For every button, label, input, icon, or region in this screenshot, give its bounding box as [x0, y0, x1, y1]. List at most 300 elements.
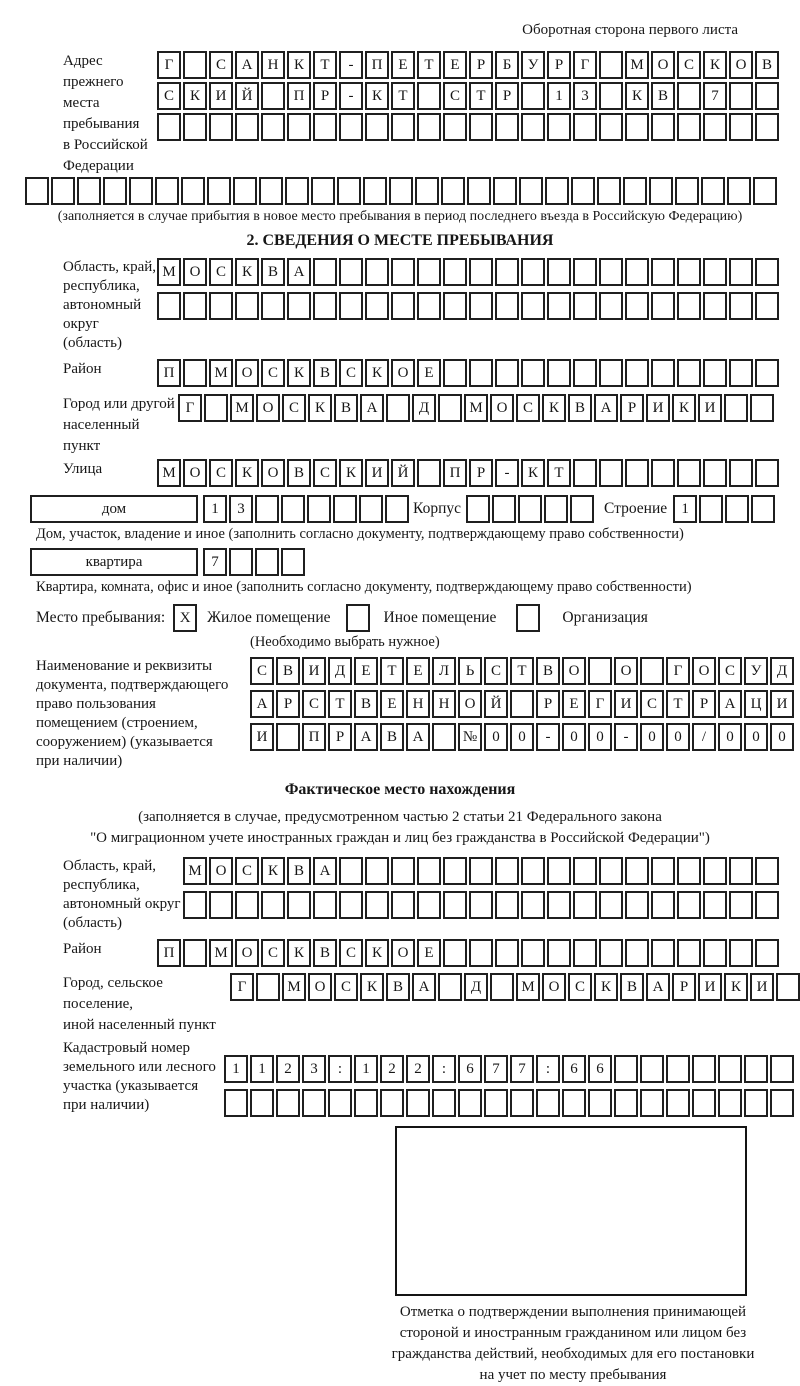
- char-box[interactable]: [599, 359, 623, 387]
- char-box[interactable]: [183, 359, 207, 387]
- char-box[interactable]: Р: [536, 690, 560, 718]
- char-box[interactable]: Й: [391, 459, 415, 487]
- char-box[interactable]: [625, 939, 649, 967]
- char-box[interactable]: №: [458, 723, 482, 751]
- char-box[interactable]: [573, 939, 597, 967]
- char-box[interactable]: [328, 1089, 352, 1117]
- char-box[interactable]: [490, 973, 514, 1001]
- char-box[interactable]: [443, 258, 467, 286]
- char-box[interactable]: Е: [443, 51, 467, 79]
- char-box[interactable]: 7: [703, 82, 727, 110]
- char-box[interactable]: [675, 177, 699, 205]
- char-box[interactable]: 0: [666, 723, 690, 751]
- char-box[interactable]: [469, 857, 493, 885]
- char-box[interactable]: М: [209, 359, 233, 387]
- char-box[interactable]: Р: [469, 459, 493, 487]
- char-box[interactable]: -: [495, 459, 519, 487]
- char-box[interactable]: [599, 292, 623, 320]
- char-box[interactable]: [510, 690, 534, 718]
- char-box[interactable]: О: [235, 359, 259, 387]
- char-box[interactable]: [718, 1055, 742, 1083]
- char-box[interactable]: [495, 891, 519, 919]
- char-box[interactable]: [339, 857, 363, 885]
- char-box[interactable]: -: [339, 51, 363, 79]
- char-box[interactable]: 0: [640, 723, 664, 751]
- char-box[interactable]: [307, 495, 331, 523]
- char-box[interactable]: [417, 857, 441, 885]
- char-box[interactable]: А: [406, 723, 430, 751]
- char-box[interactable]: [623, 177, 647, 205]
- char-box[interactable]: [640, 1089, 664, 1117]
- char-box[interactable]: [354, 1089, 378, 1117]
- char-box[interactable]: А: [287, 258, 311, 286]
- char-box[interactable]: [750, 394, 774, 422]
- char-box[interactable]: И: [646, 394, 670, 422]
- char-box[interactable]: [755, 258, 779, 286]
- char-box[interactable]: В: [755, 51, 779, 79]
- char-box[interactable]: Е: [406, 657, 430, 685]
- char-box[interactable]: [250, 1089, 274, 1117]
- char-box[interactable]: [391, 857, 415, 885]
- char-box[interactable]: К: [261, 857, 285, 885]
- char-box[interactable]: С: [334, 973, 358, 1001]
- char-box[interactable]: И: [209, 82, 233, 110]
- char-box[interactable]: [699, 495, 723, 523]
- char-box[interactable]: П: [302, 723, 326, 751]
- char-box[interactable]: 0: [510, 723, 534, 751]
- char-box[interactable]: [521, 939, 545, 967]
- char-box[interactable]: [640, 1055, 664, 1083]
- char-box[interactable]: [651, 459, 675, 487]
- char-box[interactable]: [287, 891, 311, 919]
- char-box[interactable]: [692, 1055, 716, 1083]
- char-box[interactable]: [287, 113, 311, 141]
- char-box[interactable]: [458, 1089, 482, 1117]
- char-box[interactable]: [495, 857, 519, 885]
- char-box[interactable]: 1: [203, 495, 227, 523]
- char-box[interactable]: [438, 973, 462, 1001]
- char-box[interactable]: [495, 939, 519, 967]
- char-box[interactable]: [417, 292, 441, 320]
- char-box[interactable]: С: [718, 657, 742, 685]
- char-box[interactable]: 6: [588, 1055, 612, 1083]
- char-box[interactable]: С: [209, 258, 233, 286]
- char-box[interactable]: И: [698, 394, 722, 422]
- char-box[interactable]: [333, 495, 357, 523]
- char-box[interactable]: А: [594, 394, 618, 422]
- char-box[interactable]: А: [718, 690, 742, 718]
- char-box[interactable]: [493, 177, 517, 205]
- char-box[interactable]: [718, 1089, 742, 1117]
- char-box[interactable]: [599, 258, 623, 286]
- char-box[interactable]: [276, 1089, 300, 1117]
- char-box[interactable]: [547, 939, 571, 967]
- char-box[interactable]: [235, 292, 259, 320]
- char-box[interactable]: [183, 113, 207, 141]
- char-box[interactable]: [547, 258, 571, 286]
- char-box[interactable]: П: [443, 459, 467, 487]
- char-box[interactable]: 7: [203, 548, 227, 576]
- char-box[interactable]: [651, 258, 675, 286]
- char-box[interactable]: [443, 857, 467, 885]
- char-box[interactable]: Н: [432, 690, 456, 718]
- char-box[interactable]: [521, 292, 545, 320]
- char-box[interactable]: [495, 113, 519, 141]
- char-box[interactable]: [599, 891, 623, 919]
- char-box[interactable]: М: [157, 258, 181, 286]
- char-box[interactable]: А: [235, 51, 259, 79]
- char-box[interactable]: П: [365, 51, 389, 79]
- char-box[interactable]: М: [464, 394, 488, 422]
- char-box[interactable]: [339, 258, 363, 286]
- char-box[interactable]: С: [313, 459, 337, 487]
- char-box[interactable]: 6: [458, 1055, 482, 1083]
- char-box[interactable]: Т: [391, 82, 415, 110]
- char-box[interactable]: И: [250, 723, 274, 751]
- char-box[interactable]: В: [334, 394, 358, 422]
- char-box[interactable]: [313, 113, 337, 141]
- char-box[interactable]: [417, 459, 441, 487]
- char-box[interactable]: [599, 857, 623, 885]
- char-box[interactable]: 0: [562, 723, 586, 751]
- char-box[interactable]: [495, 359, 519, 387]
- char-box[interactable]: 6: [562, 1055, 586, 1083]
- char-box[interactable]: [103, 177, 127, 205]
- char-box[interactable]: [521, 82, 545, 110]
- char-box[interactable]: С: [235, 857, 259, 885]
- char-box[interactable]: В: [620, 973, 644, 1001]
- char-box[interactable]: [359, 495, 383, 523]
- char-box[interactable]: М: [516, 973, 540, 1001]
- char-box[interactable]: Ц: [744, 690, 768, 718]
- char-box[interactable]: У: [521, 51, 545, 79]
- char-box[interactable]: А: [412, 973, 436, 1001]
- char-box[interactable]: О: [490, 394, 514, 422]
- char-box[interactable]: В: [313, 359, 337, 387]
- char-box[interactable]: Г: [157, 51, 181, 79]
- char-box[interactable]: О: [261, 459, 285, 487]
- char-box[interactable]: [337, 177, 361, 205]
- char-box[interactable]: К: [521, 459, 545, 487]
- char-box[interactable]: 3: [229, 495, 253, 523]
- char-box[interactable]: У: [744, 657, 768, 685]
- char-box[interactable]: М: [183, 857, 207, 885]
- char-box[interactable]: [703, 939, 727, 967]
- char-box[interactable]: [363, 177, 387, 205]
- char-box[interactable]: [755, 939, 779, 967]
- char-box[interactable]: [770, 1089, 794, 1117]
- char-box[interactable]: [677, 459, 701, 487]
- char-box[interactable]: С: [250, 657, 274, 685]
- char-box[interactable]: -: [614, 723, 638, 751]
- char-box[interactable]: С: [516, 394, 540, 422]
- char-box[interactable]: [510, 1089, 534, 1117]
- char-box[interactable]: А: [313, 857, 337, 885]
- char-box[interactable]: [666, 1089, 690, 1117]
- char-box[interactable]: [417, 113, 441, 141]
- char-box[interactable]: [729, 939, 753, 967]
- char-box[interactable]: К: [360, 973, 384, 1001]
- char-box[interactable]: [235, 891, 259, 919]
- char-box[interactable]: [547, 113, 571, 141]
- char-box[interactable]: А: [354, 723, 378, 751]
- char-box[interactable]: [51, 177, 75, 205]
- char-box[interactable]: [625, 292, 649, 320]
- char-box[interactable]: М: [625, 51, 649, 79]
- char-box[interactable]: [651, 113, 675, 141]
- char-box[interactable]: [599, 51, 623, 79]
- char-box[interactable]: [536, 1089, 560, 1117]
- char-box[interactable]: С: [568, 973, 592, 1001]
- char-box[interactable]: [255, 548, 279, 576]
- char-box[interactable]: Т: [469, 82, 493, 110]
- char-box[interactable]: [302, 1089, 326, 1117]
- char-box[interactable]: [545, 177, 569, 205]
- char-box[interactable]: [701, 177, 725, 205]
- char-box[interactable]: [755, 359, 779, 387]
- char-box[interactable]: [562, 1089, 586, 1117]
- char-box[interactable]: К: [724, 973, 748, 1001]
- char-box[interactable]: К: [365, 939, 389, 967]
- char-box[interactable]: [547, 857, 571, 885]
- char-box[interactable]: Д: [770, 657, 794, 685]
- char-box[interactable]: О: [256, 394, 280, 422]
- char-box[interactable]: О: [651, 51, 675, 79]
- char-box[interactable]: [313, 891, 337, 919]
- char-box[interactable]: В: [313, 939, 337, 967]
- char-box[interactable]: [443, 113, 467, 141]
- char-box[interactable]: [614, 1089, 638, 1117]
- char-box[interactable]: К: [339, 459, 363, 487]
- char-box[interactable]: [724, 394, 748, 422]
- char-box[interactable]: [183, 51, 207, 79]
- char-box[interactable]: [311, 177, 335, 205]
- char-box[interactable]: [703, 113, 727, 141]
- char-box[interactable]: [209, 891, 233, 919]
- char-box[interactable]: [729, 292, 753, 320]
- char-box[interactable]: [570, 495, 594, 523]
- char-box[interactable]: [259, 177, 283, 205]
- char-box[interactable]: [391, 258, 415, 286]
- char-box[interactable]: /: [692, 723, 716, 751]
- char-box[interactable]: К: [183, 82, 207, 110]
- char-box[interactable]: [727, 177, 751, 205]
- char-box[interactable]: [729, 459, 753, 487]
- char-box[interactable]: [183, 939, 207, 967]
- char-box[interactable]: [469, 258, 493, 286]
- char-box[interactable]: [625, 258, 649, 286]
- char-box[interactable]: [729, 857, 753, 885]
- char-box[interactable]: С: [339, 939, 363, 967]
- char-box[interactable]: -: [536, 723, 560, 751]
- char-box[interactable]: [521, 857, 545, 885]
- char-box[interactable]: [155, 177, 179, 205]
- char-box[interactable]: П: [157, 939, 181, 967]
- char-box[interactable]: О: [391, 359, 415, 387]
- char-box[interactable]: [386, 394, 410, 422]
- char-box[interactable]: [729, 891, 753, 919]
- char-box[interactable]: [677, 113, 701, 141]
- char-box[interactable]: [703, 459, 727, 487]
- char-box[interactable]: [209, 292, 233, 320]
- char-box[interactable]: [183, 891, 207, 919]
- char-box[interactable]: [599, 113, 623, 141]
- char-box[interactable]: [521, 359, 545, 387]
- char-box[interactable]: М: [157, 459, 181, 487]
- char-box[interactable]: [751, 495, 775, 523]
- char-box[interactable]: [651, 359, 675, 387]
- char-box[interactable]: [640, 657, 664, 685]
- char-box[interactable]: [519, 177, 543, 205]
- char-box[interactable]: [207, 177, 231, 205]
- char-box[interactable]: [233, 177, 257, 205]
- char-box[interactable]: [417, 82, 441, 110]
- char-box[interactable]: [703, 292, 727, 320]
- char-box[interactable]: [521, 891, 545, 919]
- char-box[interactable]: [204, 394, 228, 422]
- char-box[interactable]: [677, 82, 701, 110]
- char-box[interactable]: [495, 258, 519, 286]
- char-box[interactable]: И: [302, 657, 326, 685]
- char-box[interactable]: И: [614, 690, 638, 718]
- char-box[interactable]: [77, 177, 101, 205]
- char-box[interactable]: [677, 939, 701, 967]
- char-box[interactable]: [753, 177, 777, 205]
- char-box[interactable]: [571, 177, 595, 205]
- char-box[interactable]: [755, 857, 779, 885]
- char-box[interactable]: М: [282, 973, 306, 1001]
- char-box[interactable]: :: [328, 1055, 352, 1083]
- char-box[interactable]: [599, 939, 623, 967]
- char-box[interactable]: Г: [573, 51, 597, 79]
- char-box[interactable]: С: [302, 690, 326, 718]
- char-box[interactable]: [261, 113, 285, 141]
- char-box[interactable]: [588, 657, 612, 685]
- char-box[interactable]: О: [183, 258, 207, 286]
- char-box[interactable]: Ь: [458, 657, 482, 685]
- char-box[interactable]: [521, 113, 545, 141]
- char-box[interactable]: К: [365, 359, 389, 387]
- char-box[interactable]: [651, 292, 675, 320]
- char-box[interactable]: [599, 82, 623, 110]
- char-box[interactable]: Р: [495, 82, 519, 110]
- char-box[interactable]: 7: [484, 1055, 508, 1083]
- char-box[interactable]: [391, 292, 415, 320]
- char-box[interactable]: [365, 857, 389, 885]
- char-box[interactable]: К: [365, 82, 389, 110]
- char-box[interactable]: 0: [770, 723, 794, 751]
- char-box[interactable]: [588, 1089, 612, 1117]
- char-box[interactable]: С: [209, 51, 233, 79]
- char-box[interactable]: К: [287, 939, 311, 967]
- char-box[interactable]: [157, 292, 181, 320]
- char-box[interactable]: [417, 258, 441, 286]
- char-box[interactable]: [365, 891, 389, 919]
- char-box[interactable]: Т: [666, 690, 690, 718]
- char-box[interactable]: [229, 548, 253, 576]
- char-box[interactable]: [703, 258, 727, 286]
- char-box[interactable]: [224, 1089, 248, 1117]
- char-box[interactable]: С: [261, 359, 285, 387]
- char-box[interactable]: [625, 459, 649, 487]
- char-box[interactable]: [729, 258, 753, 286]
- char-box[interactable]: [339, 113, 363, 141]
- char-box[interactable]: С: [157, 82, 181, 110]
- char-box[interactable]: 2: [380, 1055, 404, 1083]
- char-box[interactable]: [469, 891, 493, 919]
- char-box[interactable]: М: [230, 394, 254, 422]
- char-box[interactable]: В: [354, 690, 378, 718]
- char-box[interactable]: [261, 292, 285, 320]
- char-box[interactable]: 1: [547, 82, 571, 110]
- char-box[interactable]: В: [287, 857, 311, 885]
- char-box[interactable]: [729, 359, 753, 387]
- char-box[interactable]: К: [594, 973, 618, 1001]
- char-box[interactable]: [492, 495, 516, 523]
- char-box[interactable]: Д: [412, 394, 436, 422]
- char-box[interactable]: [443, 891, 467, 919]
- char-box[interactable]: [467, 177, 491, 205]
- char-box[interactable]: [703, 891, 727, 919]
- char-box[interactable]: Г: [230, 973, 254, 1001]
- char-box[interactable]: С: [282, 394, 306, 422]
- char-box[interactable]: [755, 113, 779, 141]
- char-box[interactable]: П: [157, 359, 181, 387]
- char-box[interactable]: 0: [484, 723, 508, 751]
- char-box[interactable]: О: [308, 973, 332, 1001]
- char-box[interactable]: [285, 177, 309, 205]
- char-box[interactable]: Л: [432, 657, 456, 685]
- char-box[interactable]: [255, 495, 279, 523]
- char-box[interactable]: 1: [224, 1055, 248, 1083]
- char-box[interactable]: [651, 939, 675, 967]
- char-box[interactable]: К: [625, 82, 649, 110]
- char-box[interactable]: П: [287, 82, 311, 110]
- char-box[interactable]: С: [677, 51, 701, 79]
- char-box[interactable]: [573, 113, 597, 141]
- char-box[interactable]: В: [287, 459, 311, 487]
- char-box[interactable]: В: [536, 657, 560, 685]
- char-box[interactable]: [744, 1089, 768, 1117]
- char-box[interactable]: [599, 459, 623, 487]
- char-box[interactable]: [276, 723, 300, 751]
- char-box[interactable]: 3: [573, 82, 597, 110]
- char-box[interactable]: М: [209, 939, 233, 967]
- char-box[interactable]: [625, 891, 649, 919]
- char-box[interactable]: К: [287, 359, 311, 387]
- char-box[interactable]: [466, 495, 490, 523]
- char-box[interactable]: [677, 292, 701, 320]
- char-box[interactable]: [755, 82, 779, 110]
- char-box[interactable]: 7: [510, 1055, 534, 1083]
- char-box[interactable]: Г: [178, 394, 202, 422]
- char-box[interactable]: К: [542, 394, 566, 422]
- char-box[interactable]: [547, 359, 571, 387]
- char-box[interactable]: [573, 857, 597, 885]
- char-box[interactable]: В: [276, 657, 300, 685]
- char-box[interactable]: Е: [380, 690, 404, 718]
- char-box[interactable]: [755, 891, 779, 919]
- char-box[interactable]: [573, 292, 597, 320]
- char-box[interactable]: [625, 359, 649, 387]
- char-box[interactable]: [744, 1055, 768, 1083]
- char-box[interactable]: [365, 292, 389, 320]
- char-box[interactable]: [484, 1089, 508, 1117]
- char-box[interactable]: О: [729, 51, 753, 79]
- char-box[interactable]: Г: [588, 690, 612, 718]
- char-box[interactable]: [209, 113, 233, 141]
- checkbox-organizatsiya[interactable]: [516, 604, 540, 632]
